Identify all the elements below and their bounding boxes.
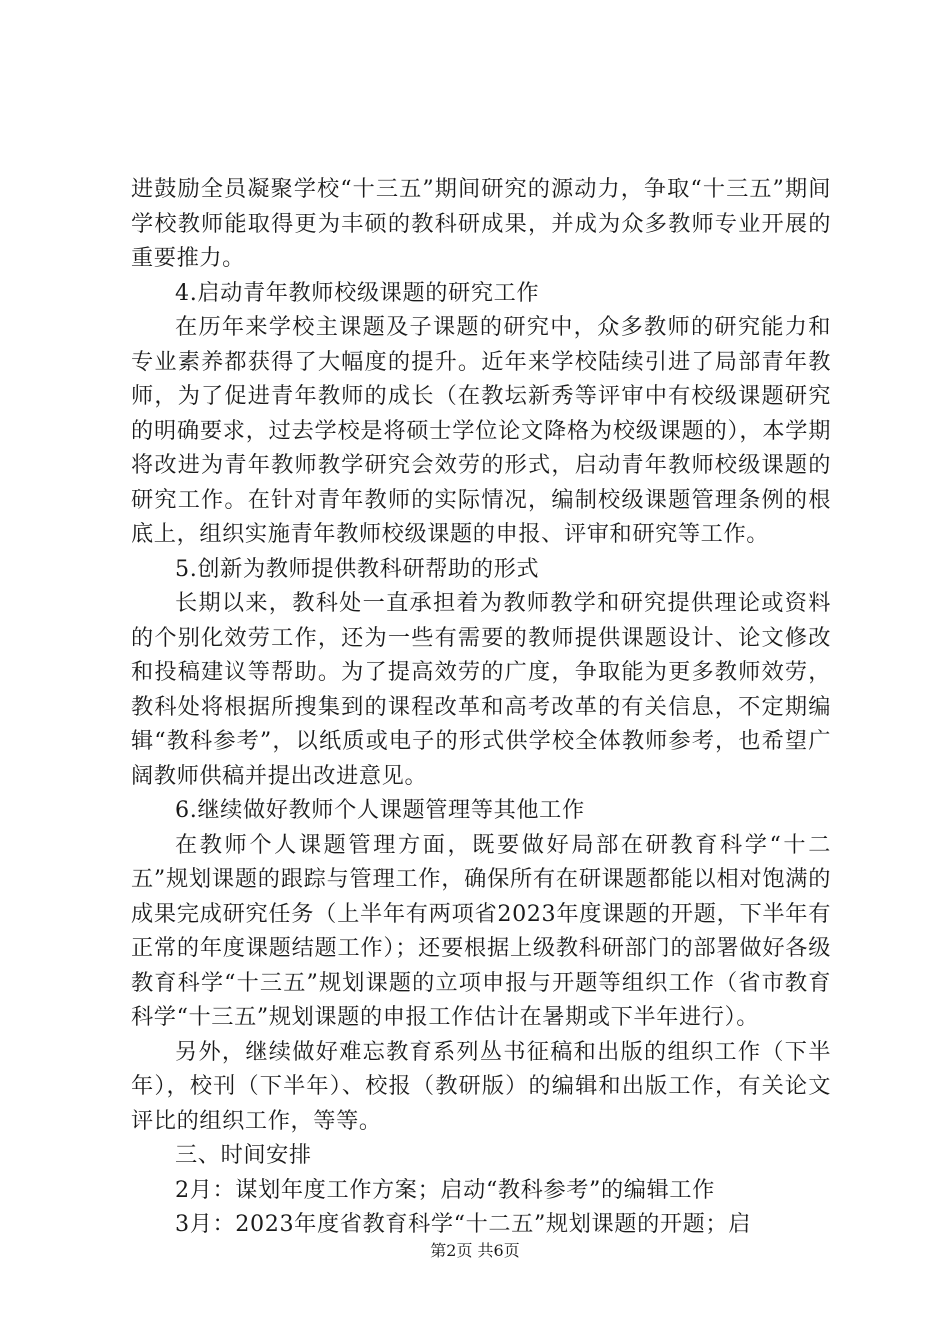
paragraph-research-support: 长期以来，教科处一直承担着为教师教学和研究提供理论或资料的个别化效劳工作，还为一些有需要的教师提供课题设计、论文修改和投稿建议等帮助。为了提高效劳的广度，争取能为更多教师效劳，教科处将根据所搜集到的课程改革和高考改革的有关信息，不定期编辑“教科参考”，以纸质或电子的形式供学校全体教师参考，也希望广阔教师供稿并提出改进意见。 [131,590,831,789]
page-footer: 第2页 共6页 [430,1241,520,1260]
paragraph-continuation: 进鼓励全员凝聚学校“十三五”期间研究的源动力，争取“十三五”期间学校教师能取得更为丰硕的教科研成果，并成为众多教师专业开展的重要推力。 [131,176,831,271]
paragraph-personal-projects: 在教师个人课题管理方面，既要做好局部在研教育科学“十二五”规划课题的跟踪与管理工作，确保所有在研课题都能以相对饱满的成果完成研究任务（上半年有两项省2023年度课题的开题，下半年有正常的年度课题结题工作）；还要根据上级教科研部门的部署做好各级教育科学“十三五”规划课题的立项申报与开题等组织工作（省市教育科学“十三五”规划课题的申报工作估计在暑期或下半年进行）。 [131,831,831,1030]
schedule-item-march: 3月：2023年度省教育科学“十二五”规划课题的开题；启 [175,1211,752,1237]
section-heading-5: 5.创新为教师提供教科研帮助的形式 [175,555,540,582]
paragraph-young-teacher-research: 在历年来学校主课题及子课题的研究中，众多教师的研究能力和专业素养都获得了大幅度的提升。近年来学校陆续引进了局部青年教师，为了促进青年教师的成长（在教坛新秀等评审中有校级课题研究的明确要求，过去学校是将硕士学位论文降格为校级课题的），本学期将改进为青年教师教学研究会效劳的形式，启动青年教师校级课题的研究工作。在针对青年教师的实际情况，编制校级课题管理条例的根底上，组织实施青年教师校级课题的申报、评审和研究等工作。 [131,314,831,547]
section-heading-schedule: 三、时间安排 [175,1142,312,1168]
schedule-item-february: 2月：谋划年度工作方案；启动“教科参考”的编辑工作 [175,1176,715,1203]
paragraph-other-work: 另外，继续做好难忘教育系列丛书征稿和出版的组织工作（下半年），校刊（下半年）、校报（教研版）的编辑和出版工作，有关论文评比的组织工作，等等。 [131,1038,831,1134]
document-body [131,172,831,1242]
section-heading-6: 6.继续做好教师个人课题管理等其他工作 [175,797,585,823]
section-heading-4: 4.启动青年教师校级课题的研究工作 [175,279,540,306]
